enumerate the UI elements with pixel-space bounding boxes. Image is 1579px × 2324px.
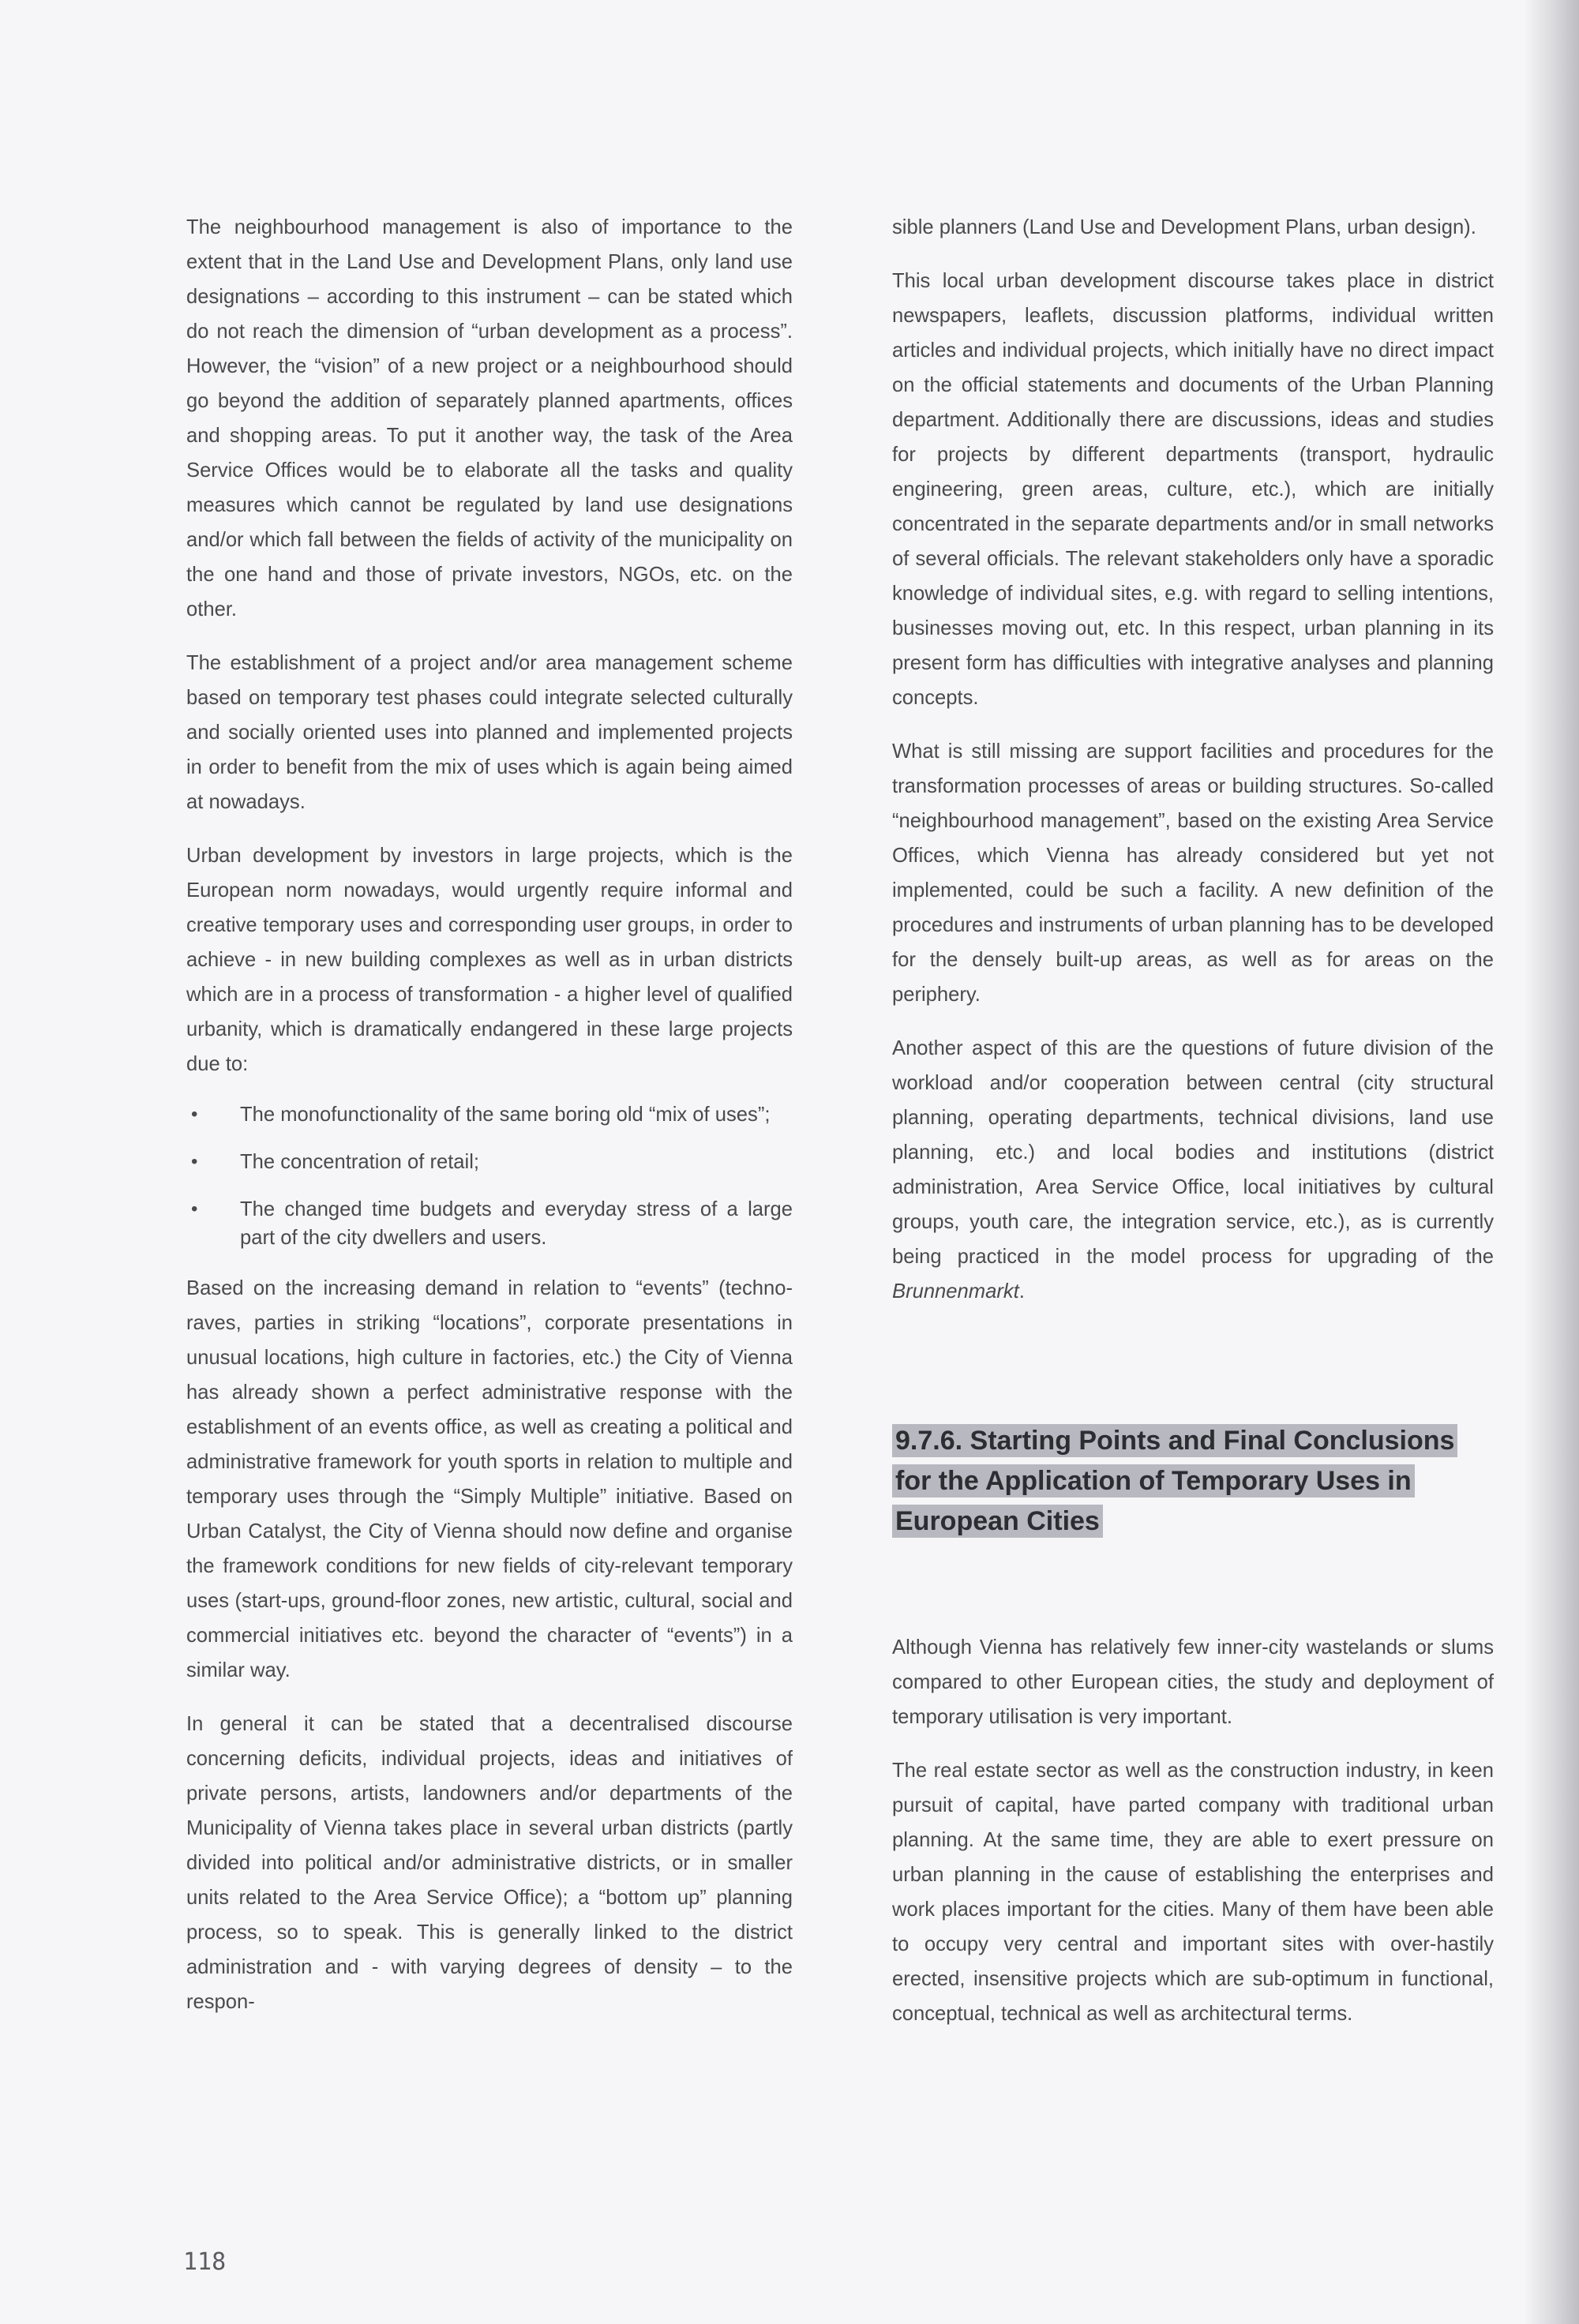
right-paragraph-4 — [892, 1031, 1494, 1309]
bullet-icon: • — [191, 1104, 198, 1125]
brunnenmarkt-term: Brunnenmarkt — [892, 1280, 1019, 1303]
right-paragraph-2: This local urban development discourse takes place in district newspapers, leaflets, discussion platforms, individual written articles and individual projects, which initially have no direct impact on the official statements and documents of the Urban Planning department. Additionally there are discussions, ideas and studies for projects by different departments (transport, hydraulic engineering, green areas, culture, etc.), which are initially concentrated in the separate departments and/or in small networks of several officials. The relevant stakeholders only have a sporadic knowledge of individual sites, e.g. with regard to selling intentions, businesses moving out, etc. In this respect, urban planning in its present form has difficulties with integrative analyses and planning concepts. — [892, 270, 1494, 709]
list-item — [186, 1148, 793, 1176]
section-heading-block — [892, 1421, 1494, 1542]
left-column — [186, 210, 793, 2038]
list-item — [186, 1195, 793, 1252]
list-item-text: The changed time budgets and everyday stress of a large part of the city dwellers and users. — [240, 1198, 793, 1249]
right-paragraph-3: What is still missing are support facilities and procedures for the transformation processes of areas or building structures. So-called “neighbourhood management”, based on the existing Area Service Offices, which Vienna has already considered but yet not implemented, could be such a facility. A new definition of the procedures and instruments of urban planning has to be developed for the densely built-up areas, as well as for areas on the periphery. — [892, 740, 1494, 1006]
right-paragraph-4-end: . — [1018, 1280, 1025, 1303]
page-edge-shadow — [1524, 0, 1579, 2324]
page-number: 118 — [183, 2248, 227, 2276]
right-paragraph-1: sible planners (Land Use and Development Plans, urban design). — [892, 216, 1476, 238]
left-paragraph-4: Based on the increasing demand in relation to “events” (techno-raves, parties in striking “locations”, corporate presentations in unusual locations, high culture in factories, etc.) the City of Vienna has already shown a perfect administrative response with the establishment of an events office, as well as creating a political and administrative framework for youth sports in relation to multiple and temporary uses through the “Simply Multiple” initiative. Based on Urban Catalyst, the City of Vienna should now define and organise the framework conditions for new fields of city-relevant temporary uses (start-ups, ground-floor zones, new artistic, cultural, social and commercial initiatives etc. beyond the character of “events”) in a similar way. — [186, 1277, 793, 1681]
section-heading: 9.7.6. Starting Points and Final Conclusions for the Application of Temporary Uses in European Cities — [892, 1424, 1457, 1538]
right-paragraph-5: Although Vienna has relatively few inner-city wastelands or slums compared to other European cities, the study and deployment of temporary utilisation is very important. — [892, 1636, 1494, 1728]
bullet-icon: • — [191, 1151, 198, 1172]
list-item-text: The monofunctionality of the same boring old “mix of uses”; — [240, 1104, 771, 1126]
bullet-list — [186, 1100, 793, 1252]
left-paragraph-2: The establishment of a project and/or area management scheme based on temporary test phases could integrate selected culturally and socially oriented uses into planned and implemented projects in order to benefit from the mix of uses which is again being aimed at nowadays. — [186, 652, 793, 813]
right-paragraph-6: The real estate sector as well as the construction industry, in keen pursuit of capital, have parted company with traditional urban planning. At the same time, they are able to exert pressure on urban planning in the cause of establishing the enterprises and work places important for the cities. Many of them have been able to occupy very central and important sites with over-hastily erected, insensitive projects which are sub-optimum in functional, conceptual, technical as well as architectural terms. — [892, 1760, 1494, 2025]
right-column — [892, 210, 1494, 2050]
list-item-text: The concentration of retail; — [240, 1151, 480, 1173]
left-paragraph-1: The neighbourhood management is also of importance to the extent that in the Land Use and Development Plans, only land use designations – according to this instrument – can be stated which do not reach the dimension of “urban development as a process”. However, the “vision” of a new project or a neighbourhood should go beyond the addition of separately planned apartments, offices and shopping areas. To put it another way, the task of the Area Service Offices would be to elaborate all the tasks and quality measures which cannot be regulated by land use designations and/or which fall between the fields of activity of the municipality on the one hand and those of private investors, NGOs, etc. on the other. — [186, 216, 793, 620]
left-paragraph-5: In general it can be stated that a decentralised discourse concerning deficits, individual projects, ideas and initiatives of private persons, artists, landowners and/or departments of the Municipality of Vienna takes place in several urban districts (partly divided into political and/or administrative districts, or in smaller units related to the Area Service Office); a “bottom up” planning process, so to speak. This is generally linked to the district administration and - with varying degrees of density – to the respon- — [186, 1713, 793, 2013]
bullet-icon: • — [191, 1198, 198, 1220]
right-paragraph-4-text: Another aspect of this are the questions of future division of the workload and/or cooperation between central (city structural planning, operating departments, technical divisions, land use planning, etc.) and local bodies and institutions (district administration, Area Service Office, local initiatives by cultural groups, youth care, the integration service, etc.), as is currently being practiced in the model process for upgrading of the — [892, 1037, 1494, 1268]
list-item — [186, 1100, 793, 1129]
left-paragraph-3: Urban development by investors in large projects, which is the European norm nowadays, would urgently require informal and creative temporary uses and corresponding user groups, in order to achieve - in new building complexes as well as in urban districts which are in a process of transformation - a higher level of qualified urbanity, which is dramatically endangered in these large projects due to: — [186, 845, 793, 1075]
